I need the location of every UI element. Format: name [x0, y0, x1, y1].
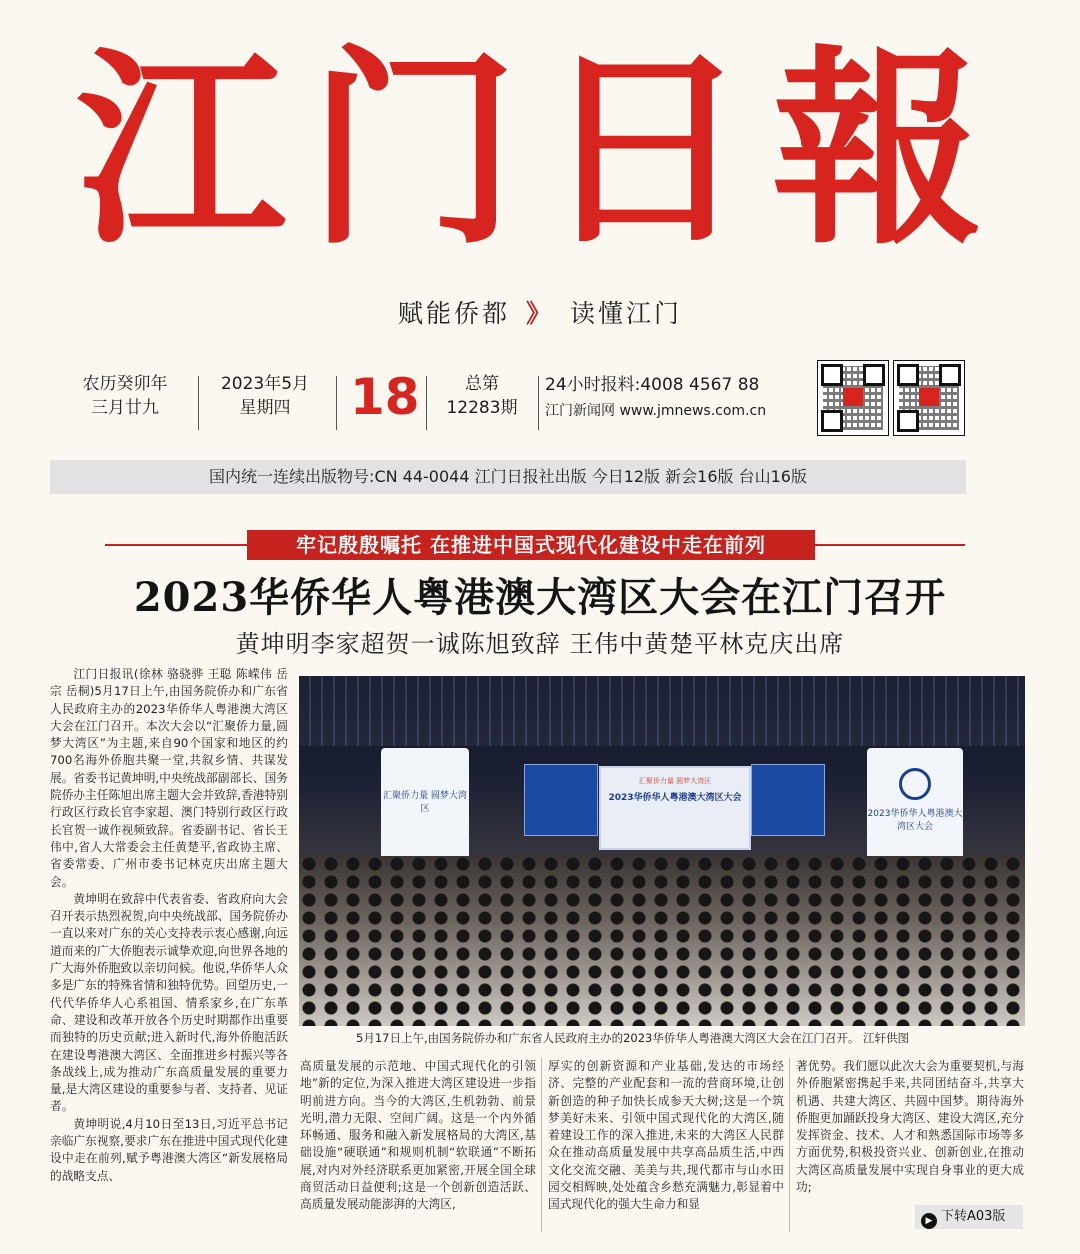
body-paragraph: 著优势。我们愿以此次大会为重要契机,与海外侨胞紧密携起手来,共同团结奋斗,共享大机遇、共建大湾区、共圆中国梦。期待海外侨胞更加踊跃投身大湾区、建设大湾区,充分发挥资金、技术、人才和熟悉国际市场等多方面优势,积极投资兴业、创新创业,在推动大湾区高质量发展中实现自身事业的更大成功;: [796, 1059, 1024, 1195]
day-number: 18: [350, 368, 420, 426]
lead-paragraph: 江门日报讯(徐林 骆骁骅 王聪 陈嵘伟 岳宗 岳桐)5月17日上午,由国务院侨办和广东省人民政府主办的2023华侨华人粤港澳大湾区大会在江门召开。本次大会以“汇聚侨力量,圆梦大湾区”为主题,来自90个国家和地区的约700名海外侨胞共聚一堂,共叙乡情、共谋发展。省委书记黄坤明,中央统战部副部长、国务院侨办主任陈旭出席主题大会并致辞,香港特别行政区行政长官李家超、澳门特别行政区行政长官贺一诚作视频致辞。省委副书记、省长王伟中,省人大常委会主任黄楚平,省政协主席、省委常委、广州市委书记林克庆出席主题大会。: [50, 667, 288, 889]
gregorian-date: [205, 372, 325, 420]
screen-subtitle: 汇聚侨力量 圆梦大湾区: [638, 777, 712, 785]
stage-lights: [299, 676, 1025, 746]
lunar-date-line2: 三月廿九: [91, 398, 159, 418]
continue-link[interactable]: [915, 1205, 1023, 1229]
body-column: [548, 1058, 784, 1214]
date-line2: 星期四: [239, 398, 291, 418]
lunar-date: [60, 372, 190, 420]
qr-code-icon[interactable]: [817, 360, 889, 436]
column-divider: [789, 1058, 790, 1232]
masthead-slogan: [0, 294, 1080, 330]
lead-paragraph: 黄坤明说,4月10日至13日,习近平总书记亲临广东视察,要求广东在推进中国式现代化建设中走在前列,赋予粤港澳大湾区“新发展格局的战略支点、: [50, 1116, 288, 1183]
divider: [538, 376, 539, 430]
audience: [299, 856, 1025, 1026]
column-divider: [541, 1058, 542, 1232]
headline[interactable]: 2023华侨华人粤港澳大湾区大会在江门召开: [133, 574, 947, 621]
issue-line1: 总第: [465, 374, 499, 394]
play-arrow-icon: ▶: [921, 1213, 937, 1229]
website-link[interactable]: 江门新闻网 www.jmnews.com.cn: [545, 403, 767, 419]
photo-caption: 5月17日上午,由国务院侨办和广东省人民政府主办的2023华侨华人粤港澳大湾区大会在江门召开。 江轩供图: [356, 1031, 910, 1045]
divider: [336, 376, 337, 430]
kicker-banner: 牢记殷殷嘱托 在推进中国式现代化建设中走在前列: [247, 530, 815, 560]
divider: [198, 376, 199, 430]
slogan-left: 赋能侨都: [397, 299, 510, 328]
left-board-text: 汇聚侨力量 圆梦大湾区: [383, 791, 467, 814]
date-line1: 2023年5月: [220, 374, 310, 394]
screen-title: 2023华侨华人粤港澳大湾区大会: [608, 793, 742, 803]
lead-paragraph: 黄坤明在致辞中代表省委、省政府向大会召开表示热烈祝贺,向中央统战部、国务院侨办一直以来对广东的关心支持表示衷心感谢,向远道而来的广大侨胞表示诚挚欢迎,向世界各地的广大海外侨胞致以亲切问候。他说,华侨华人众多是广东的特殊省情和独特优势。回望历史,一代代华侨华人心系祖国、情系家乡,在广东革命、建设和改革开放各个历史时期都作出重要而独特的历史贡献;进入新时代,海外侨胞活跃在建设粤港澳大湾区、全面推进乡村振兴等各条战线上,成为推动广东高质量发展的重要力量,是大湾区建设的重要参与者、支持者、见证者。: [50, 891, 288, 1114]
body-paragraph: 厚实的创新资源和产业基础,发达的市场经济、完整的产业配套和一流的营商环境,让创新创造的种子加快长成参天大树;这是一个筑梦美好未来、引领中国式现代化的大湾区,随着建设工作的深入推进,未来的大湾区人民群众在推动高质量发展中共享高品质生活,中西文化交流交融、美美与共,现代都市与山水田园交相辉映,处处蕴含乡愁充满魅力,彰显着中国式现代化的强大生命力和显: [548, 1059, 784, 1212]
slogan-mark-icon: 》: [525, 299, 554, 328]
body-column: [300, 1058, 536, 1214]
issue-line2: 12283期: [446, 398, 518, 418]
subheadline: 黄坤明李家超贺一诚陈旭致辞 王伟中黄楚平林克庆出席: [235, 630, 845, 658]
body-paragraph: 高质量发展的示范地、中国式现代化的引领地”新的定位,为深入推进大湾区建设进一步指明前进方向。当今的大湾区,生机勃勃、前景光明,潜力无限、空间广阔。这是一个内外循环畅通、服务和融入新发展格局的大湾区,基础设施“硬联通”和规则机制“软联通”不断拓展,对内对外经济联系更加紧密,开展全国全球商贸活动日益便利;这是一个创新创造活跃、高质量发展动能澎湃的大湾区,: [300, 1059, 536, 1212]
contact-info: [545, 372, 766, 424]
issue-number: [432, 372, 532, 420]
slogan-right: 读懂江门: [570, 299, 683, 328]
qr-code-icon[interactable]: [893, 360, 965, 436]
body-column: [796, 1058, 1024, 1196]
main-screen: [599, 766, 751, 850]
divider: [426, 376, 427, 430]
masthead-title: 江门日報: [75, 26, 1004, 273]
side-screen: [751, 764, 825, 836]
lunar-date-line1: 农历癸卯年: [82, 374, 168, 394]
lead-column: [50, 666, 288, 1185]
hotline: 24小时报料:4008 4567 88: [545, 375, 760, 395]
right-board-text: 2023华侨华人粤港澳大湾区大会: [867, 809, 963, 832]
side-screen: [524, 764, 598, 836]
conference-logo-icon: [899, 768, 931, 800]
conference-photo[interactable]: [299, 676, 1025, 1026]
publication-info-bar: 国内统一连续出版物号:CN 44-0044 江门日报社出版 今日12版 新会16版 台山16版: [50, 460, 966, 494]
continue-label: 下转A03版: [941, 1209, 1006, 1224]
